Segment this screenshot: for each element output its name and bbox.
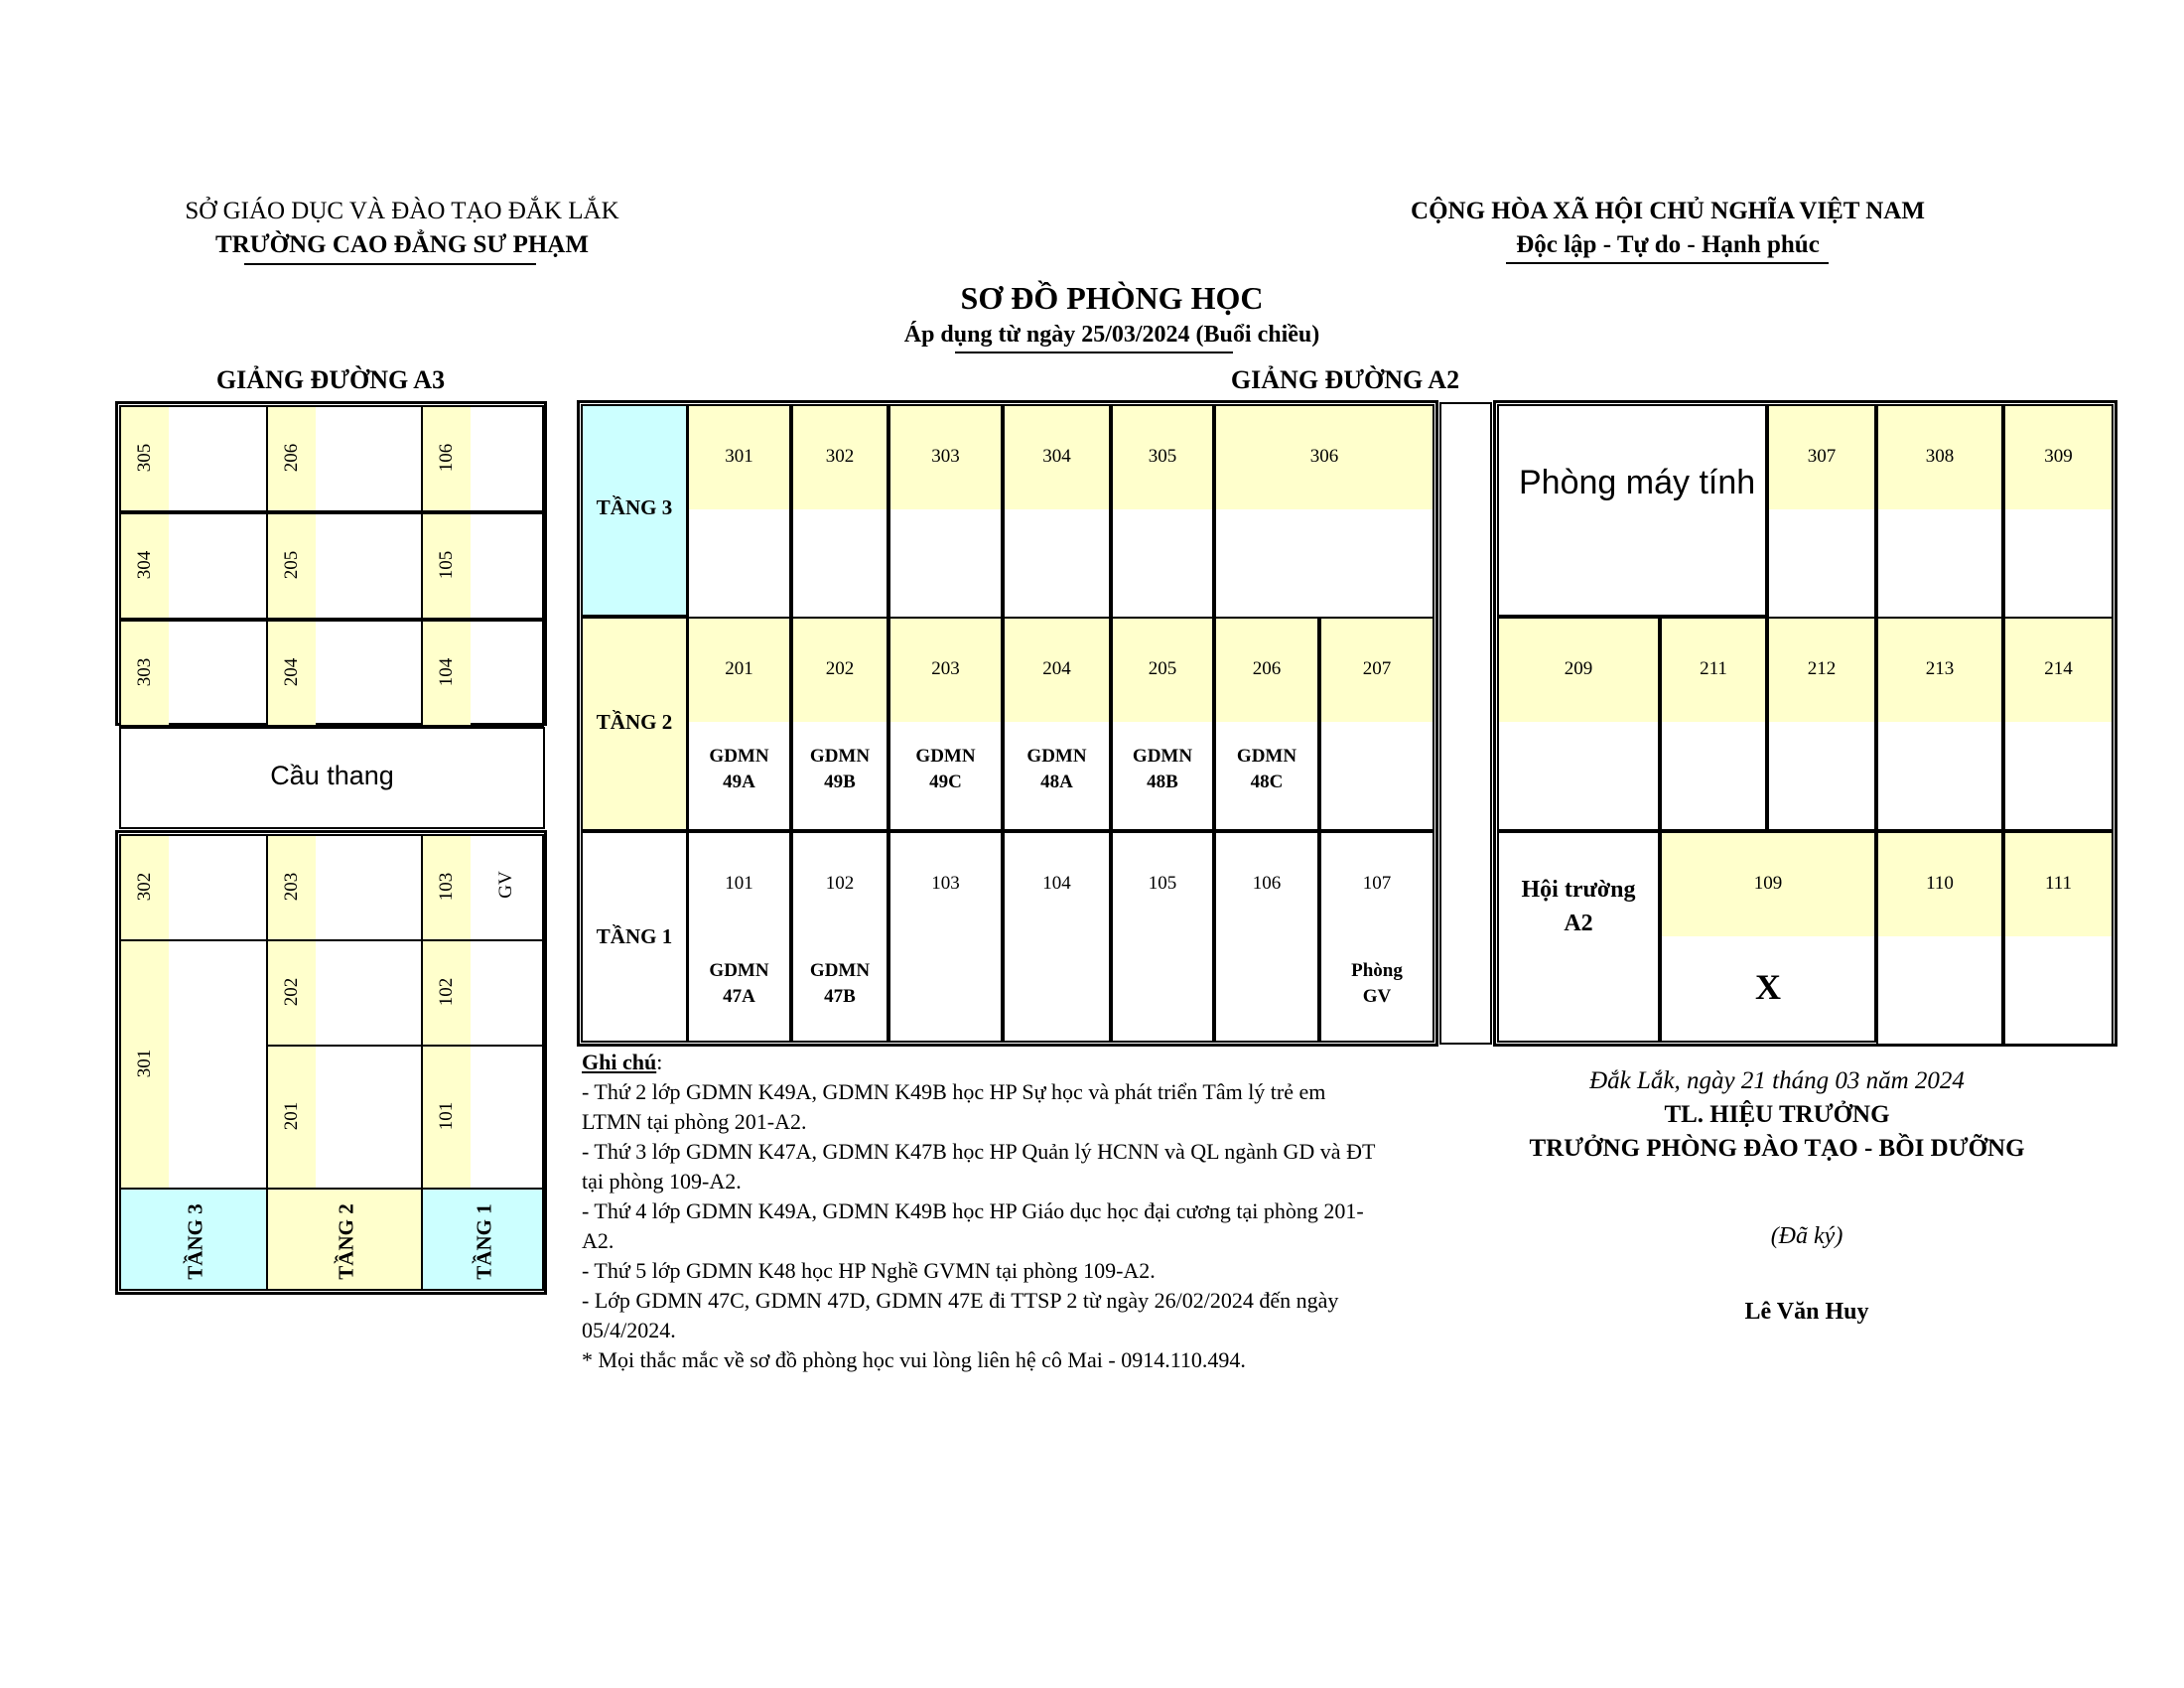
room-number: 102 [825, 873, 855, 894]
room-number: 204 [281, 657, 302, 687]
a2-corridor [1439, 402, 1492, 1045]
subtitle-underline [955, 352, 1233, 353]
room-number: 107 [1362, 873, 1392, 894]
room-number: 110 [1926, 873, 1954, 894]
a2-room-207 [1319, 617, 1434, 831]
a2-room-306 [1214, 404, 1434, 619]
class-name: GDMN 48C [1236, 746, 1297, 792]
room-number: 104 [1042, 873, 1071, 894]
room-number: 309 [2044, 446, 2073, 467]
room-number: 301 [725, 446, 753, 467]
a2-room-204 [1003, 617, 1111, 831]
room-number: 105 [436, 550, 457, 580]
room-number: 205 [281, 550, 302, 580]
note-line: - Thứ 3 lớp GDMN K47A, GDMN K47B học HP Quản lý HCNN và QL ngành GD và ĐT [582, 1139, 1376, 1164]
notes-colon: : [656, 1050, 663, 1074]
a2-room-102 [791, 831, 888, 1043]
note-line: tại phòng 109-A2. [582, 1169, 742, 1194]
room-number: 105 [1148, 873, 1177, 894]
a2-room-214 [2003, 617, 2114, 831]
a2-room-304 [1003, 404, 1111, 619]
a2-computer-room [1497, 404, 1767, 617]
room-number: 301 [134, 1049, 155, 1078]
a3-room-305 [119, 405, 268, 512]
a3-floor-label [266, 1188, 423, 1291]
class-name: GDMN 49B [809, 746, 871, 792]
room-number: 206 [281, 443, 302, 473]
header-right [1320, 195, 2015, 262]
header-left-underline [244, 263, 536, 265]
floor-label-text: TẦNG 1 [472, 1203, 496, 1280]
floor-label-text: TẦNG 3 [596, 495, 673, 519]
a2-room-212 [1767, 617, 1876, 831]
a2-room-307 [1767, 404, 1876, 619]
class-name: GDMN 49C [915, 746, 976, 792]
a3-room-102 [421, 939, 544, 1047]
room-number: 213 [1925, 658, 1955, 679]
a3-room-103 [421, 834, 544, 941]
signature-date: Đắk Lắk, ngày 21 tháng 03 năm 2024 [1589, 1067, 1965, 1094]
room-number: 207 [1362, 658, 1392, 679]
header-right-underline [1506, 262, 1829, 264]
a3-room-201 [266, 1045, 423, 1190]
class-name: GDMN 48B [1132, 746, 1193, 792]
a2-room-105 [1111, 831, 1214, 1043]
room-number: 302 [825, 446, 855, 467]
room-number: 304 [1042, 446, 1071, 467]
room-number: 102 [436, 977, 457, 1007]
note-line: - Lớp GDMN 47C, GDMN 47D, GDMN 47E đi TTSP 2 từ ngày 26/02/2024 đến ngày [582, 1288, 1339, 1313]
a2-room-303 [888, 404, 1003, 619]
a2-room-206 [1214, 617, 1319, 831]
a2-room-205 [1111, 617, 1214, 831]
a2-room-110 [1876, 831, 2003, 1046]
stairs-label: Cầu thang [270, 761, 394, 790]
room-number: 304 [134, 550, 155, 580]
room-number: 109 [1753, 873, 1783, 894]
a2-room-213 [1876, 617, 2003, 831]
room-number: 209 [1564, 658, 1593, 679]
floor-label-text: TẦNG 2 [334, 1203, 358, 1280]
a2-room-301 [687, 404, 791, 619]
a3-title: GIẢNG ĐƯỜNG A3 [215, 365, 446, 394]
gv-label: GV [495, 871, 516, 899]
a2-room-305 [1111, 404, 1214, 619]
note-line: 05/4/2024. [582, 1318, 676, 1342]
a2-room-109 [1660, 831, 1876, 1043]
a2-room-201 [687, 617, 791, 831]
room-number: 204 [1042, 658, 1071, 679]
floor-label-text: TẦNG 3 [183, 1203, 207, 1280]
a2-room-309 [2003, 404, 2114, 619]
note-line: * Mọi thắc mắc về sơ đồ phòng học vui lòng liên hệ cô Mai - 0914.110.494. [582, 1347, 1246, 1372]
country-name: CỘNG HÒA XÃ HỘI CHỦ NGHĨA VIỆT NAM [1411, 198, 1925, 224]
header-left [119, 195, 685, 262]
a2-room-308 [1876, 404, 2003, 619]
computer-room-label: Phòng máy tính [1519, 464, 1756, 501]
a3-room-302 [119, 834, 268, 941]
signed-note: (Đã ký) [1770, 1223, 1843, 1249]
note-line: A2. [582, 1228, 614, 1253]
room-number: 303 [134, 657, 155, 687]
signature-block [1489, 1064, 2065, 1166]
a3-room-202 [266, 939, 423, 1047]
room-number: 201 [725, 658, 753, 679]
note-line: LTMN tại phòng 201-A2. [582, 1109, 807, 1134]
page-subtitle: Áp dụng từ ngày 25/03/2024 (Buổi chiều) [903, 322, 1320, 348]
signature-role1: TL. HIỆU TRƯỞNG [1664, 1101, 1890, 1128]
a2-room-104 [1003, 831, 1111, 1043]
class-name: GDMN 47B [809, 960, 871, 1007]
room-number: 305 [1148, 446, 1177, 467]
room-number: 205 [1148, 658, 1177, 679]
a3-room-303 [119, 620, 268, 727]
class-name: GDMN 48A [1026, 746, 1087, 792]
a3-room-206 [266, 405, 423, 512]
notes [582, 1048, 1455, 1375]
room-number: 305 [134, 443, 155, 473]
room-number: 101 [436, 1101, 457, 1131]
a3-room-301 [119, 939, 268, 1190]
a2-room-202 [791, 617, 888, 831]
a2-floor-2 [581, 617, 688, 831]
room-number: 106 [436, 443, 457, 473]
a3-room-106 [421, 405, 544, 512]
room-number: 307 [1807, 446, 1837, 467]
page-title: SƠ ĐỒ PHÒNG HỌC [960, 280, 1264, 316]
room-number: 306 [1309, 446, 1339, 467]
a2-room-203 [888, 617, 1003, 831]
floor-label-text: TẦNG 1 [596, 924, 673, 948]
a3-room-205 [266, 512, 423, 620]
hall-label: Hội trường A2 [1521, 877, 1636, 936]
a3-room-203 [266, 834, 423, 941]
room-number: 206 [1252, 658, 1282, 679]
signature-role2: TRƯỞNG PHÒNG ĐÀO TẠO - BỒI DƯỠNG [1529, 1135, 2025, 1162]
a2-hall [1497, 831, 1660, 1043]
room-number: 103 [931, 873, 960, 894]
a2-room-103 [888, 831, 1003, 1043]
room-number: 214 [2044, 658, 2073, 679]
a3-floor-label [421, 1188, 544, 1291]
room-number: 111 [2044, 873, 2073, 894]
a2-room-302 [791, 404, 888, 619]
a2-room-111 [2003, 831, 2114, 1046]
room-number: 101 [725, 873, 753, 894]
notes-heading: Ghi chú [582, 1050, 657, 1074]
room-number: 211 [1700, 658, 1727, 679]
a3-room-101 [421, 1045, 544, 1190]
room-number: 203 [281, 872, 302, 902]
x-mark: X [1755, 967, 1781, 1007]
class-name: GDMN 49A [709, 746, 769, 792]
a2-room-106 [1214, 831, 1319, 1043]
room-number: 104 [436, 657, 457, 687]
a2-room-209 [1497, 617, 1660, 831]
a3-room-105 [421, 512, 544, 620]
room-number: 303 [931, 446, 960, 467]
a3-room-204 [266, 620, 423, 727]
class-name: Phòng GV [1351, 960, 1403, 1007]
a2-floor-1 [581, 831, 688, 1043]
room-number: 106 [1252, 873, 1282, 894]
a2-room-107 [1319, 831, 1434, 1043]
a2-title: GIẢNG ĐƯỜNG A2 [1230, 365, 1460, 394]
room-number: 203 [931, 658, 960, 679]
room-number: 202 [825, 658, 855, 679]
class-name: GDMN 47A [709, 960, 769, 1007]
a3-room-104 [421, 620, 544, 727]
a3-stairs [119, 727, 545, 829]
floor-label-text: TẦNG 2 [596, 710, 673, 734]
room-number: 201 [281, 1101, 302, 1131]
note-line: - Thứ 2 lớp GDMN K49A, GDMN K49B học HP Sự học và phát triển Tâm lý trẻ em [582, 1079, 1326, 1104]
a3-room-304 [119, 512, 268, 620]
note-line: - Thứ 5 lớp GDMN K48 học HP Nghề GVMN tại phòng 109-A2. [582, 1258, 1156, 1283]
signer-name: Lê Văn Huy [1744, 1299, 1869, 1325]
room-number: 308 [1925, 446, 1955, 467]
a2-floor-3 [581, 404, 688, 617]
a2-room-101 [687, 831, 791, 1043]
a2-room-211 [1660, 617, 1767, 831]
school-name: TRƯỜNG CAO ĐẲNG SƯ PHẠM [215, 231, 589, 258]
room-number: 202 [281, 977, 302, 1007]
department-name: SỞ GIÁO DỤC VÀ ĐÀO TẠO ĐẮK LẮK [185, 198, 619, 224]
note-line: - Thứ 4 lớp GDMN K49A, GDMN K49B học HP Giáo dục học đại cương tại phòng 201- [582, 1198, 1364, 1223]
motto: Độc lập - Tự do - Hạnh phúc [1516, 231, 1820, 258]
room-number: 302 [134, 872, 155, 902]
a3-floor-label [119, 1188, 268, 1291]
room-number: 212 [1807, 658, 1837, 679]
room-number: 103 [436, 872, 457, 902]
